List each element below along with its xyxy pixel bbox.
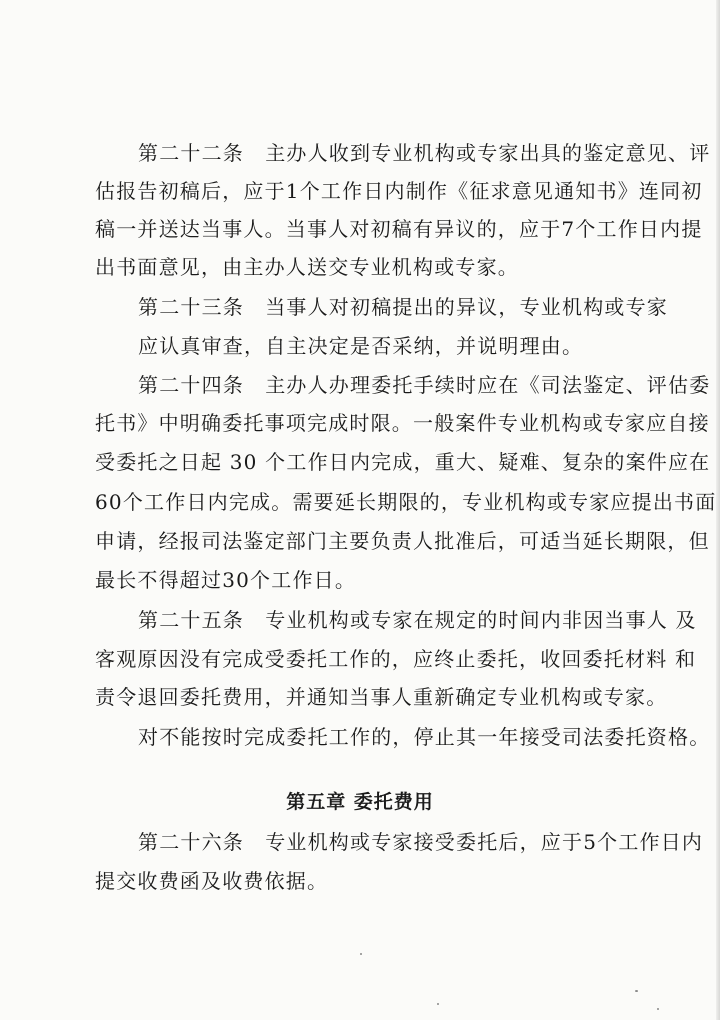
article-22-line-1: 第二十二条 主办人收到专业机构或专家出具的鉴定意见、评 — [138, 141, 711, 165]
article-22-line-2: 估报告初稿后，应于1个工作日内制作《征求意见通知书》连同初 — [95, 179, 703, 203]
scan-speck — [437, 1003, 439, 1005]
scan-speck — [635, 990, 638, 992]
article-23-line-1: 第二十三条 当事人对初稿提出的异议，专业机构或专家 — [138, 295, 668, 319]
article-25-line-1: 第二十五条 专业机构或专家在规定的时间内非因当事人 及 — [138, 608, 697, 632]
scan-speck — [360, 953, 362, 955]
article-22-line-4: 出书面意见，由主办人送交专业机构或专家。 — [95, 255, 519, 279]
scan-edge-shadow — [716, 0, 720, 1020]
article-23-line-2: 应认真审查，自主决定是否采纳，并说明理由。 — [138, 334, 584, 358]
article-26-line-1: 第二十六条 专业机构或专家接受委托后，应于5个工作日内 — [138, 830, 704, 854]
article-22-line-3: 稿一并送达当事人。当事人对初稿有异议的，应于7个工作日内提 — [95, 217, 703, 241]
article-25-line-2: 客观原因没有完成受委托工作的，应终止委托，收回委托材料 和 — [95, 647, 697, 671]
article-24-line-4: 60个工作日内完成。需要延长期限的，专业机构或专家应提出书面 — [95, 490, 717, 514]
article-24-line-2: 托书》中明确委托事项完成时限。一般案件专业机构或专家应自接 — [95, 411, 710, 435]
article-25-line-4: 对不能按时完成委托工作的，停止其一年接受司法委托资格。 — [138, 725, 711, 749]
article-24-line-3: 受委托之日起 30 个工作日内完成，重大、疑难、复杂的案件应在 — [95, 450, 711, 474]
article-26-line-2: 提交收费函及收费依据。 — [95, 869, 329, 893]
article-24-line-1: 第二十四条 主办人办理委托手续时应在《司法鉴定、评估委 — [138, 373, 711, 397]
chapter-heading: 第五章 委托费用 — [286, 791, 434, 813]
scan-speck — [657, 1008, 659, 1010]
article-25-line-3: 责令退回委托费用，并通知当事人重新确定专业机构或专家。 — [95, 685, 668, 709]
article-24-line-5: 申请，经报司法鉴定部门主要负责人批准后，可适当延长期限，但 — [95, 529, 710, 553]
article-24-line-6: 最长不得超过30个工作日。 — [95, 568, 357, 592]
